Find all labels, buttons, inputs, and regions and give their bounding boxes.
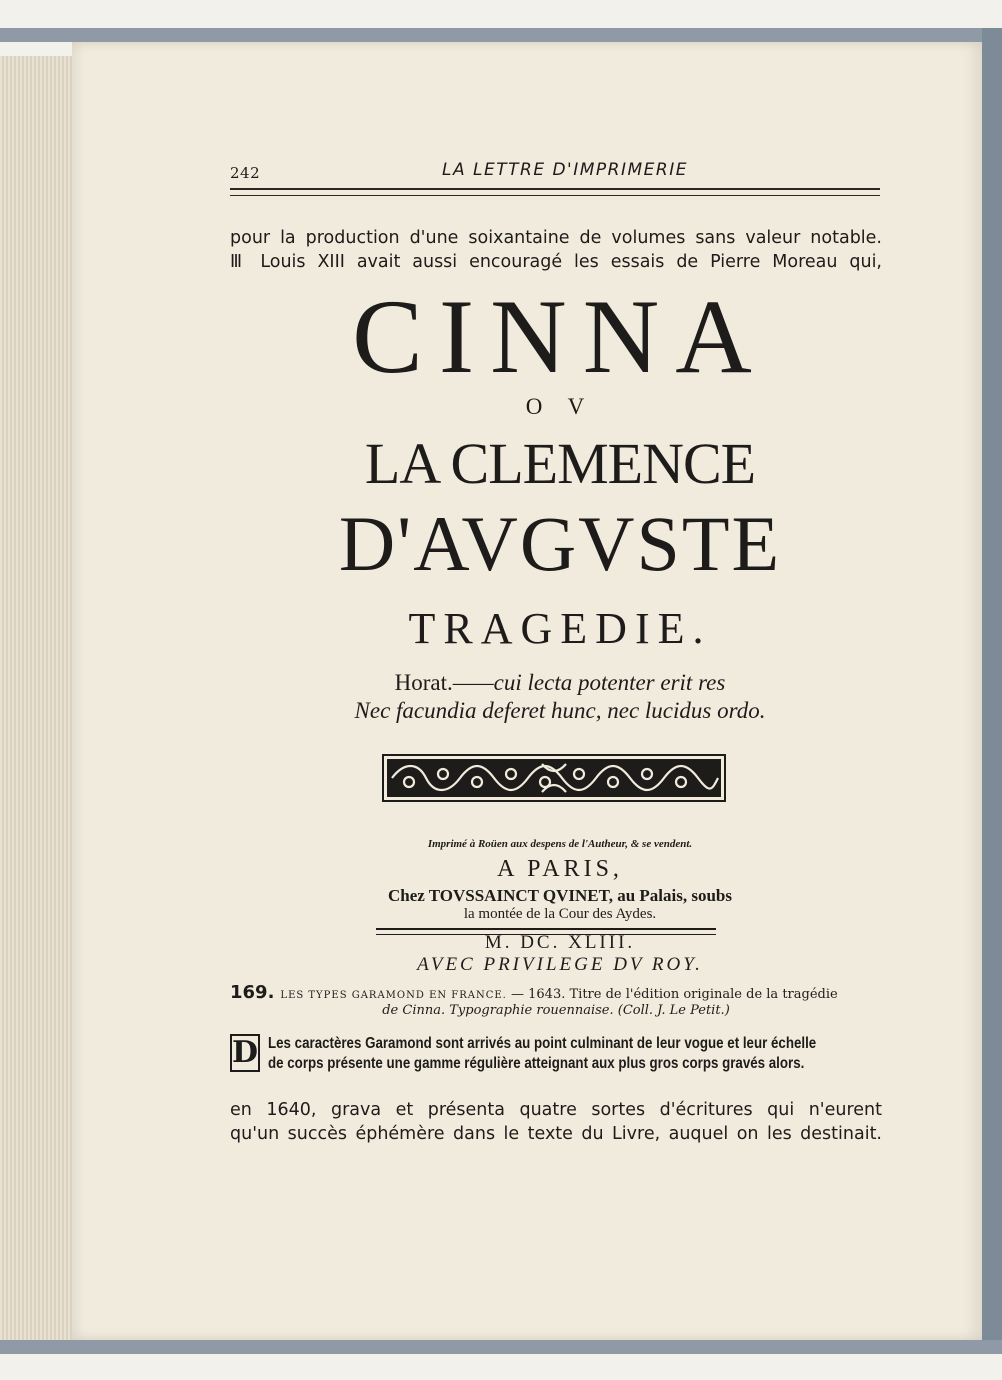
specimen-line-1: Les caractères Garamond sont arrivés au point culminant de leur vogue et leur échelle [268, 1035, 817, 1052]
epigraph-text-1: ——cui lecta potenter erit res [452, 670, 726, 695]
figure-subtitle-1: LA CLEMENCE [364, 431, 756, 496]
figure-epigraph-line-2: Nec facundia deferet hunc, nec lucidus ordo. [354, 698, 766, 723]
figure-subtitle-2: D'AVGVSTE [338, 500, 782, 587]
specimen-line-2: de corps présente une gamme régulière atteignant aux plus gros corps gravés alors. [268, 1055, 805, 1072]
figure-epigraph-line-1 [320, 670, 800, 696]
intro-line-2: Ⅲ Louis XIII avait aussi encouragé les essais de Pierre Moreau qui, [230, 252, 882, 272]
figure-date: M. DC. XLIII. [484, 932, 636, 953]
epigraph-author: Horat. [394, 670, 453, 695]
book-cover-bottom [0, 1340, 1002, 1354]
dropcap-letter: D [232, 1035, 259, 1070]
type-specimen [230, 1032, 882, 1076]
book-cover-top [0, 28, 1002, 42]
figure-privilege: AVEC PRIVILEGE DV ROY. [417, 954, 703, 975]
figure-city: A PARIS, [497, 856, 623, 882]
figure-publisher: Chez TOVSSAINCT QVINET, au Palais, soubs [387, 886, 733, 905]
figure-number: 169. [230, 982, 275, 1003]
figure-imprint-note: Imprimé à Roüen aux despens de l'Autheur, & se vendent. [427, 838, 693, 850]
figure-genre: TRAGEDIE. [408, 604, 712, 653]
page-number: 242 [230, 164, 261, 182]
page-edges [0, 56, 73, 1340]
figure-caption-line-2: de Cinna. Typographie rouennaise. (Coll. J. Le Petit.) [382, 1003, 730, 1018]
figure-title: CINNA [352, 278, 768, 395]
outro-line-1: en 1640, grava et présenta quatre sortes d'écritures qui n'eurent [230, 1100, 882, 1120]
running-head: LA LETTRE D'IMPRIMERIE [442, 160, 688, 180]
intro-line-1: pour la production d'une soixantaine de volumes sans valeur notable. [230, 228, 882, 248]
caption-text: — 1643. Titre de l'édition originale de la tragédie [506, 987, 838, 1002]
caption-label: LES TYPES GARAMOND EN FRANCE. [280, 990, 507, 1001]
figure-ov: O V [525, 394, 595, 419]
header-rule [230, 188, 880, 196]
printers-ornament-icon [382, 754, 726, 802]
book-cover-right [982, 28, 1002, 1354]
outro-line-2: qu'un succès éphémère dans le texte du Livre, auquel on les destinait. [230, 1124, 882, 1144]
figure-location: la montée de la Cour des Aydes. [463, 906, 657, 922]
